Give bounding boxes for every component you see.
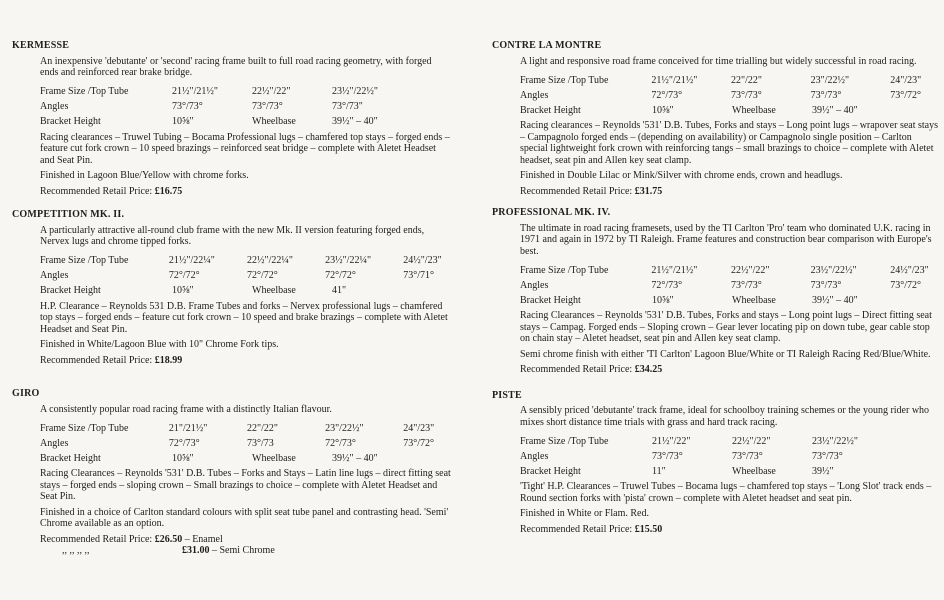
retail-price-semi-chrome	[40, 545, 452, 557]
spec-row-frame-size: Frame Size /Top Tube 21½"/21½" 22"/22" 23"/22½" 24"/23"	[520, 74, 922, 86]
spec-row-bracket-height: Bracket Height 10⅝" Wheelbase 39½" – 40"	[40, 116, 378, 127]
price-value: £34.25	[634, 364, 663, 375]
spec-row-frame-size: Frame Size /Top Tube 21½"/21½" 22½"/22" 23½"/22½" 24½"/23"	[520, 264, 929, 276]
section-description: An inexpensive 'debutante' or 'second' racing frame built to full road racing geometry, with forged ends and reinforced rear brake bridge.	[40, 55, 432, 78]
spec-row-frame-size: Frame Size /Top Tube 21"/21½" 22"/22" 23"/22½" 24"/23"	[40, 422, 435, 434]
clearances-text: Racing Clearances – Reynolds '531' D.B. Tubes, Forks and stays – Long point lugs – Direct fitting seat stays – Campag. Forged ends – Sloping crown – Gear lever locating pip on down tube, gear cable stop on chain stay – Aletet headset, seat pin and Allen key seat clamp.	[520, 310, 932, 344]
clearances-text: Racing clearances – Reynolds '531' D.B. Tubes, Forks and stays – Long point lugs – wrapover seat stays – Campagnolo forged ends – (depending on availability) or Campagnolo single position – Carlton special lightweight fork crown with reinforcing tangs – small brazings to choice – complete with Aletet headset, seat pin and Allen key seat clamp.	[520, 120, 938, 166]
clearances-text: 'Tight' H.P. Clearances – Truwel Tubes – Bocama lugs – chamfered top stays – 'Long Slot' track ends – Round section forks with 'pista' crown – complete with Aletet headset and seat pin.	[520, 481, 932, 504]
section-title: GIRO	[12, 388, 40, 399]
spec-row-bracket-height: Bracket Height 10⅝" Wheelbase 39½" – 40"	[520, 294, 858, 306]
finish-text: Finished in Double Lilac or Mink/Silver with chrome ends, crown and headlugs.	[520, 170, 843, 181]
section-title: PISTE	[492, 389, 522, 401]
clearances-text: Racing clearances – Truwel Tubing – Bocama Professional lugs – chamfered top stays – forged ends – feature cut fork crown – 10 speed brazings – reinforced seat bridge – complete with Aletet Headset and Seat Pin.	[40, 131, 450, 166]
finish-text: Semi chrome finish with either 'TI Carlton' Lagoon Blue/White or TI Raleigh Racing Red/Blue/White.	[520, 348, 931, 360]
right-column	[492, 40, 940, 544]
spec-row-angles: Angles 73°/73° 73°/73° 73°/73"	[40, 101, 363, 112]
section-title: PROFESSIONAL MK. IV.	[492, 207, 611, 218]
price-value: £18.99	[154, 354, 183, 366]
section-description: The ultimate in road racing framesets, used by the TI Carlton 'Pro' team who dominated U.K. racing in 1971 and again in 1972 by TI Raleigh. Frame features and construction bear comparison with Europe's best.	[520, 222, 932, 257]
spec-row-bracket-height: Bracket Height 10⅝" Wheelbase 39½" – 40"	[40, 452, 378, 464]
spec-row-frame-size: Frame Size /Top Tube 21½"/22¼" 22½"/22¼" 23½"/22¼" 24½"/23"	[40, 255, 442, 266]
section-giro	[12, 388, 452, 557]
section-competition-mk-ii	[12, 209, 452, 366]
left-column	[12, 40, 452, 566]
retail-price: Recommended Retail Price: £16.75	[40, 185, 183, 197]
price-note: – Semi Chrome	[212, 545, 275, 556]
price-value: £15.50	[634, 523, 663, 535]
section-description: A sensibly priced 'debutante' track frame, ideal for schoolboy training schemes or the young rider who mixes short distance time trials with grass and hard track racing.	[520, 405, 930, 428]
section-professional-mk-iv	[492, 207, 940, 376]
section-description: A particularly attractive all-round club frame with the new Mk. II version featuring forged ends, Nervex lugs and chrome tipped forks.	[40, 224, 425, 247]
section-piste	[492, 390, 940, 536]
section-title: KERMESSE	[12, 40, 70, 51]
spec-row-bracket-height: Bracket Height 11" Wheelbase 39½"	[520, 465, 834, 477]
price-note: – Enamel	[184, 533, 223, 545]
retail-price: Recommended Retail Price: £34.25	[520, 364, 663, 375]
price-value: £16.75	[154, 185, 183, 197]
spec-row-angles: Angles 73°/73° 73°/73° 73°/73°	[520, 450, 843, 462]
spec-row-bracket-height: Bracket Height 10⅝" Wheelbase 39½" – 40"	[520, 104, 858, 116]
retail-price: Recommended Retail Price: £26.50 – Enamel	[40, 533, 223, 545]
finish-text: Finished in a choice of Carlton standard colours with split seat tube panel and contrasting head. 'Semi' Chrome available as an option.	[40, 506, 449, 529]
retail-price: Recommended Retail Price: £18.99	[40, 354, 183, 366]
ditto-marks: ,, ,, ,, ,,	[62, 545, 90, 556]
section-description: A consistently popular road racing frame with a distinctly Italian flavour.	[40, 403, 332, 415]
spec-row-angles: Angles 72°/73° 73°/73° 73°/73° 73°/72°	[520, 89, 922, 101]
spec-row-frame-size: Frame Size /Top Tube 21½"/21½" 22½"/22" 23½"/22½"	[40, 86, 378, 97]
price-value: £26.50	[154, 533, 183, 545]
section-description: A light and responsive road frame conceived for time trialling but widely successful in road racing.	[520, 55, 917, 67]
finish-text: Finished in Lagoon Blue/Yellow with chrome forks.	[40, 170, 249, 181]
spec-row-angles: Angles 72°/72° 72°/72° 72°/72° 73°/71°	[40, 270, 434, 281]
finish-text: Finished in White/Lagoon Blue with 10" Chrome Fork tips.	[40, 339, 279, 350]
spec-row-bracket-height: Bracket Height 10⅝" Wheelbase 41"	[40, 285, 347, 296]
spec-row-angles: Angles 72°/73° 73°/73 72°/73° 73°/72°	[40, 437, 434, 449]
spec-row-frame-size: Frame Size /Top Tube 21½"/22" 22½"/22" 23½"/22½"	[520, 435, 858, 447]
retail-price: Recommended Retail Price: £31.75	[520, 185, 663, 197]
section-contre-la-montre	[492, 40, 940, 197]
section-title: COMPETITION MK. II.	[12, 209, 125, 220]
price-value: £31.75	[634, 185, 663, 197]
clearances-text: Racing Clearances – Reynolds '531' D.B. Tubes – Forks and Stays – Latin line lugs – direct fitting seat stays – forged ends – sloping crown – Small brazings to choice – complete with Aletet Headset and Seat Pin.	[40, 468, 451, 502]
price-value: £31.00	[182, 545, 210, 556]
section-title: CONTRE LA MONTRE	[492, 40, 602, 51]
spec-row-angles: Angles 72°/73° 73°/73° 73°/73° 73°/72°	[520, 279, 922, 291]
finish-text: Finished in White or Flam. Red.	[520, 508, 649, 519]
clearances-text: H.P. Clearance – Reynolds 531 D.B. Frame Tubes and forks – Nervex professional lugs – chamfered top stays – forged ends – feature cut fork crown – 10 speed and brake brazings – complete with Aletet Headset and Seat Pin.	[40, 300, 448, 335]
section-kermesse	[12, 40, 452, 197]
retail-price: Recommended Retail Price: £15.50	[520, 523, 663, 535]
